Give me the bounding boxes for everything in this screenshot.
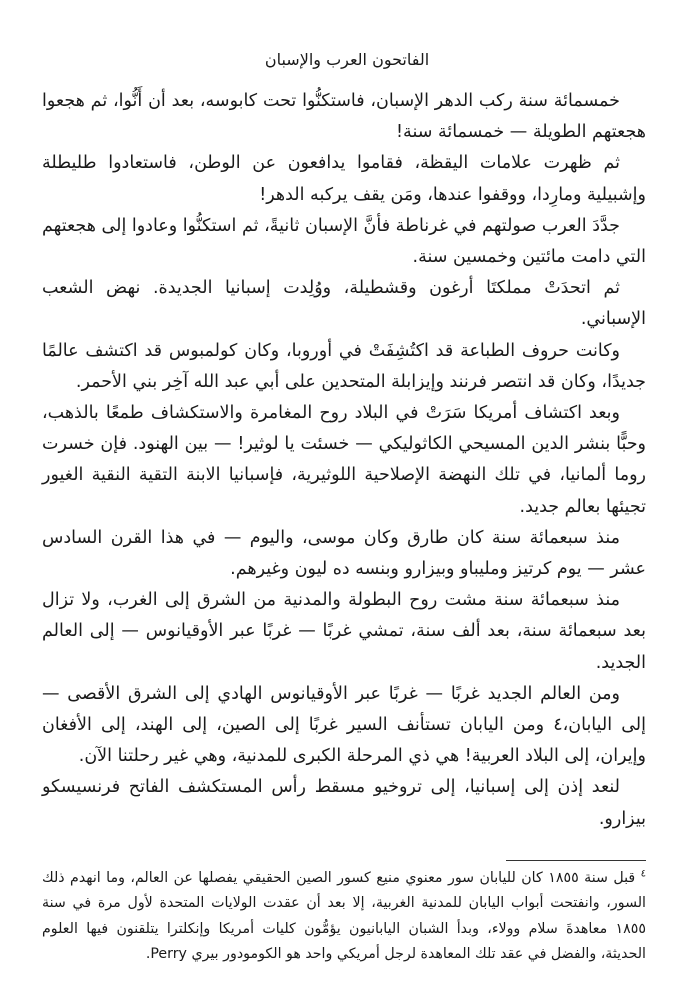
paragraph: منذ سبعمائة سنة كان طارق وكان موسى، واليوم — في هذا القرن السادس عشر — يوم كرتيز ومليباو وبيزارو وبنسه ده ليون وغيرهم. [42, 527, 646, 580]
footnote-divider [506, 860, 646, 861]
running-head: الفاتحون العرب والإسبان [264, 50, 430, 69]
footnote-marker: ٤ [640, 868, 646, 880]
paragraph: ثم ظهرت علامات اليقظة، فقاموا يدافعون عن الوطن، فاستعادوا طليطلة وإشبيلية ومارِدا، ووقفوا عندها، ومَن يقف يركبه الدهر! [42, 153, 646, 205]
paragraph: وبعد اكتشاف أمريكا سَرَتْ في البلاد روح المغامرة والاستكشاف طمعًا بالذهب، وحبًّا بنشر الدين المسيحي الكاثوليكي — خسئت يا لوثير! — بين الهنود. فإن خسرت روما ألمانيا، في تلك النهضة الإصلاحية اللوثيرية، فإسبانيا الابنة التقية النقية الغيور تجيئها بعالم جديد. [42, 403, 646, 517]
footnote-text: قبل سنة ١٨٥٥ كان لليابان سور معنوي منيع كسور الصين الحقيقي يفصلها عن العالم، وما انهدم ذلك السور، وانفتحت أبواب اليابان للمدنية الغربية، إلا بعد أن عقدت الولايات المتحدة لأول مرة في سنة ١٨٥٥ معاهدةَ سلام وولاء، وبدأ الشبان اليابانيون يؤمُّون كليات أمريكا وإنكلترا يتلقنون فيها العلوم الحديثة، والفضل في عقد تلك المعاهدة لرجل أمريكي واحد هو الكومودور بيري Perry. [42, 870, 646, 962]
paragraph: لنعد إذن إلى إسبانيا، إلى تروخيو مسقط رأس المستكشف الفاتح فرنسيسكو بيزارو. [42, 777, 646, 829]
paragraph: جدَّدَ العرب صولتهم في غرناطة فأنَّ الإسبان ثانيةً، ثم استكنُّوا وعادوا إلى هجعتهم التي دامت مائتين وخمسين سنة. [42, 215, 646, 268]
paragraph: منذ سبعمائة سنة مشت روح البطولة والمدنية من الشرق إلى الغرب، ولا تزال بعد سبعمائة سنة، بعد ألف سنة، تمشي غربًا — غربًا عبر الأوقيانوس — إلى العالم الجديد. [42, 590, 646, 673]
paragraph: خمسمائة سنة ركب الدهر الإسبان، فاستكنُّوا تحت كابوسه، بعد أن أَنُّوا، ثم هجعوا هجعتهم الطويلة — خمسمائة سنة! [42, 91, 646, 143]
paragraph: وكانت حروف الطباعة قد اكتُشِفَتْ في أوروبا، وكان كولمبوس قد اكتشف عالمًا جديدًا، وكان قد انتصر فرنند وإيزابلة المتحدين على أبي عبد الله آخِر بني الأحمر. [42, 340, 646, 392]
paragraph: ثم اتحدَتْ مملكتَا أرغون وقشطيلة، ووُلِدت إسبانيا الجديدة. نهض الشعب الإسباني. [42, 278, 646, 330]
body-text [42, 86, 646, 835]
footnote [42, 866, 646, 967]
paragraph: ومن العالم الجديد غربًا — غربًا عبر الأوقيانوس الهادي إلى الشرق الأقصى — إلى اليابان،٤ ومن اليابان تستأنف السير غربًا إلى الصين، إلى الهند، إلى الأفغان وإيران، إلى البلاد العربية! هي ذي المرحلة الكبرى للمدنية، وهي غير رحلتنا الآن. [42, 683, 647, 767]
